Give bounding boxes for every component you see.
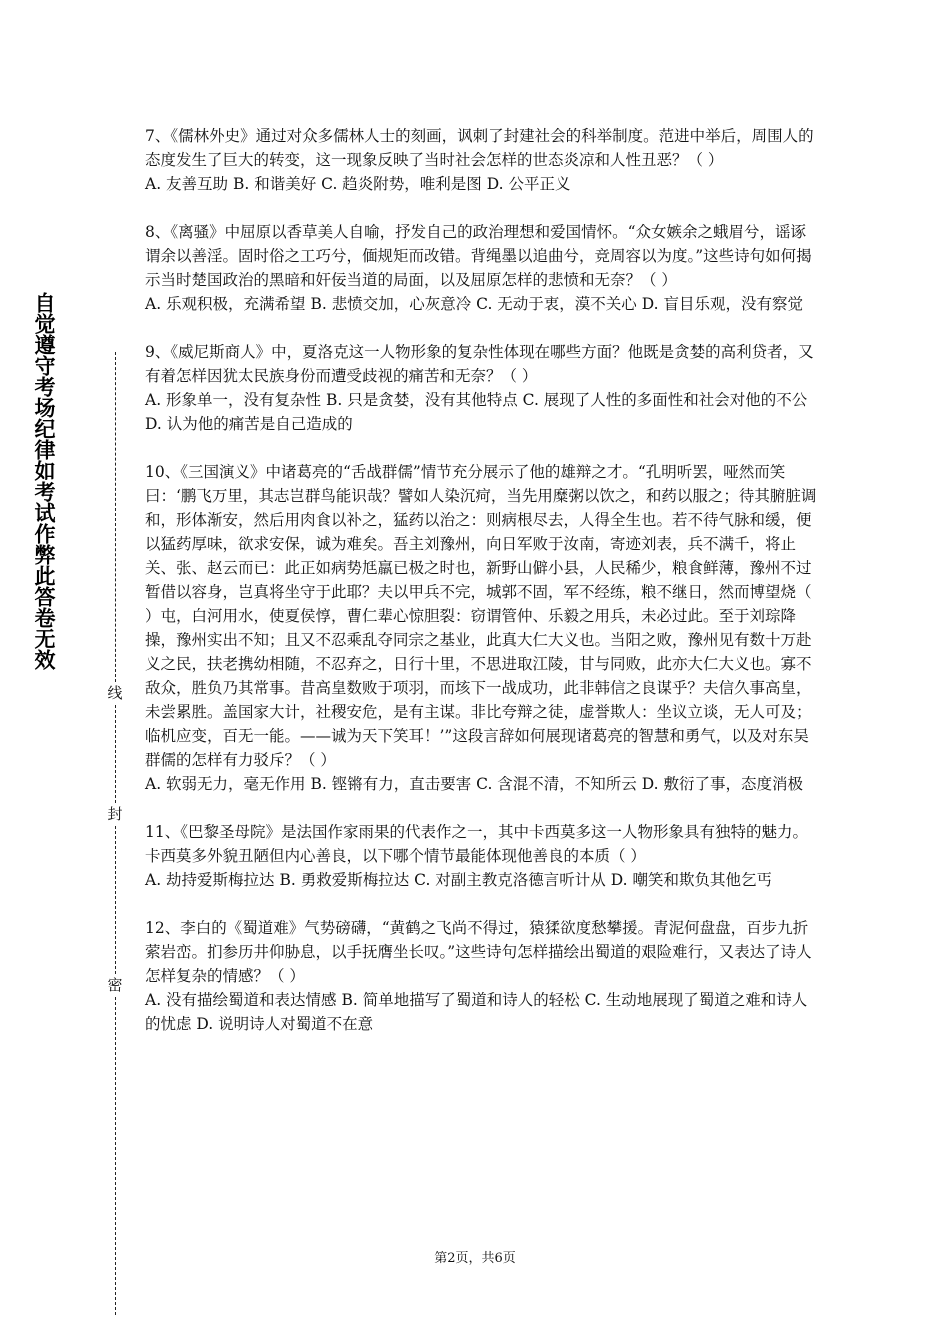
question-12-options: A. 没有描绘蜀道和表达情感 B. 简单地描写了蜀道和诗人的轻松 C. 生动地展现了蜀道之难和诗人的忧虑 D. 说明诗人对蜀道不在意 bbox=[145, 991, 808, 1033]
question-7-options: A. 友善互助 B. 和谐美好 C. 趋炎附势，唯利是图 D. 公平正义 bbox=[145, 175, 571, 193]
question-10-stem: 10、《三国演义》中诸葛亮的“舌战群儒”情节充分展示了他的雄辩之才。“孔明听罢，哑然而笑曰：‘鹏飞万里，其志岂群鸟能识哉？譬如人染沉疴，当先用糜粥以饮之，和药以服之；待其腑脏调和，形体渐安，然后用肉食以补之，猛药以治之：则病根尽去，人得全生也。若不待气脉和缓，便以猛药厚味，欲求安保，诚为难矣。吾主刘豫州，向日军败于汝南，寄迹刘表，兵不满千，将止关、张、赵云而已：此正如病势尪羸已极之时也，新野山僻小县，人民稀少，粮食鲜薄，豫州不过暂借以容身，岂真将坐守于此耶？夫以甲兵不完，城郭不固，军不经练，粮不继日，然而博望烧（ ）屯，白河用水，使夏侯惇，曹仁辈心惊胆裂：窃谓管仲、乐毅之用兵，未必过此。至于刘琮降操，豫州实出不知；且又不忍乘乱夺同宗之基业，此真大仁大义也。当阳之败，豫州见有数十万赴义之民，扶老携幼相随，不忍弃之，日行十里，不思进取江陵，甘与同败，此亦大仁大义也。寡不敌众，胜负乃其常事。昔高皇数败于项羽，而垓下一战成功，此非韩信之良谋乎？夫信久事高皇，未尝累胜。盖国家大计，社稷安危，是有主谋。非比夸辩之徒，虚誉欺人：坐议立谈，无人可及；临机应变，百无一能。——诚为天下笑耳！’”这段言辞如何展现诸葛亮的智慧和勇气，以及对东吴群儒的怎样有力驳斥？（ ） bbox=[145, 463, 817, 769]
question-11-stem: 11、《巴黎圣母院》是法国作家雨果的代表作之一，其中卡西莫多这一人物形象具有独特的魅力。卡西莫多外貌丑陋但内心善良，以下哪个情节最能体现他善良的本质（ ） bbox=[145, 823, 808, 865]
question-9 bbox=[145, 340, 817, 436]
binding-line-lower bbox=[115, 826, 116, 974]
page-number: 第2页，共6页 bbox=[434, 1251, 516, 1266]
question-10 bbox=[145, 460, 817, 796]
question-list bbox=[145, 124, 817, 1060]
question-8 bbox=[145, 220, 817, 316]
binding-line-upper bbox=[115, 352, 116, 682]
question-9-stem: 9、《威尼斯商人》中，夏洛克这一人物形象的复杂性体现在哪些方面？他既是贪婪的高利贷者，又有着怎样因犹太民族身份而遭受歧视的痛苦和无奈？（ ） bbox=[145, 343, 814, 385]
margin-mark-secret: 密 bbox=[105, 974, 125, 995]
question-10-options: A. 软弱无力，毫无作用 B. 铿锵有力，直击要害 C. 含混不清，不知所云 D. 敷衍了事，态度消极 bbox=[145, 775, 803, 793]
question-11-options: A. 劫持爱斯梅拉达 B. 勇救爱斯梅拉达 C. 对副主教克洛德言听计从 D. 嘲笑和欺负其他乞丐 bbox=[145, 871, 772, 889]
question-8-stem: 8、《离骚》中屈原以香草美人自喻，抒发自己的政治理想和爱国情怀。“众女嫉余之蛾眉兮，谣诼谓余以善淫。固时俗之工巧兮，偭规矩而改错。背绳墨以追曲兮，竞周容以为度。”这些诗句如何揭示当时楚国政治的黑暗和奸佞当道的局面，以及屈原怎样的悲愤和无奈？（ ） bbox=[145, 223, 812, 289]
question-7-stem: 7、《儒林外史》通过对众多儒林人士的刻画，讽刺了封建社会的科举制度。范进中举后，周围人的态度发生了巨大的转变，这一现象反映了当时社会怎样的世态炎凉和人性丑恶？（ ） bbox=[145, 127, 814, 169]
exam-discipline-notice: 自觉遵守考场纪律如考试作弊此答卷无效 bbox=[32, 292, 56, 670]
question-7 bbox=[145, 124, 817, 196]
question-12-stem: 12、李白的《蜀道难》气势磅礴，“黄鹤之飞尚不得过，猿猱欲度愁攀援。青泥何盘盘，百步九折萦岩峦。扪参历井仰胁息，以手抚膺坐长叹。”这些诗句怎样描绘出蜀道的艰险难行，又表达了诗人怎样复杂的情感？（ ） bbox=[145, 919, 812, 985]
margin-mark-line: 线 bbox=[105, 682, 125, 703]
binding-line-middle bbox=[115, 705, 116, 803]
question-8-options: A. 乐观积极，充满希望 B. 悲愤交加，心灰意冷 C. 无动于衷，漠不关心 D. 盲目乐观，没有察觉 bbox=[145, 295, 803, 313]
question-12 bbox=[145, 916, 817, 1036]
question-9-options: A. 形象单一，没有复杂性 B. 只是贪婪，没有其他特点 C. 展现了人性的多面性和社会对他的不公 D. 认为他的痛苦是自己造成的 bbox=[145, 391, 808, 433]
binding-line-bottom bbox=[115, 997, 116, 1315]
question-11 bbox=[145, 820, 817, 892]
margin-mark-seal: 封 bbox=[105, 803, 125, 824]
